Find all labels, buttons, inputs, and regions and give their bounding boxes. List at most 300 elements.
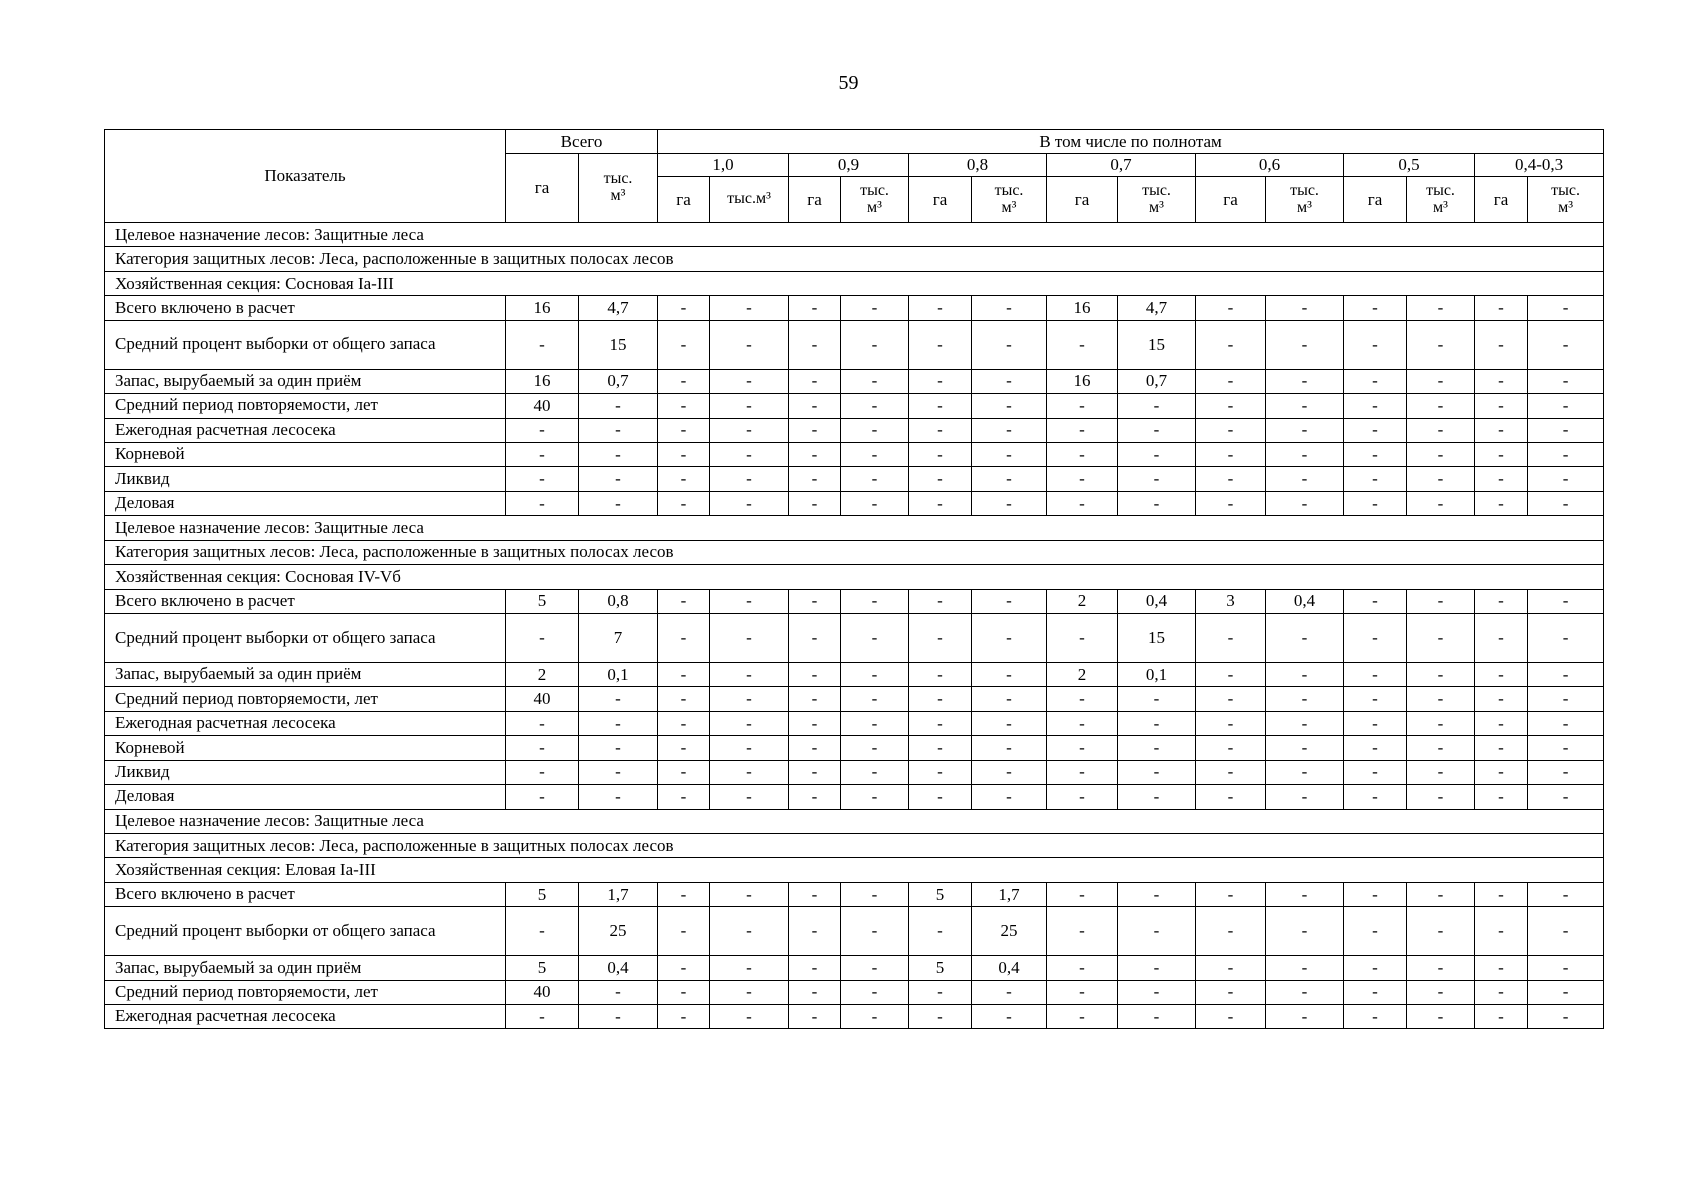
table-cell: - <box>1196 418 1266 442</box>
allowable-cut-table <box>104 129 1604 1029</box>
header-indicator: Показатель <box>105 130 506 223</box>
table-cell: - <box>1344 785 1407 809</box>
table-cell: - <box>1475 467 1528 491</box>
header-ha: га <box>1047 177 1118 223</box>
table-cell: - <box>1344 418 1407 442</box>
table-row <box>105 320 1604 369</box>
table-cell: - <box>506 614 579 663</box>
table-cell: - <box>1266 1005 1344 1029</box>
table-cell: - <box>1196 369 1266 393</box>
table-cell: - <box>1118 711 1196 735</box>
table-cell: - <box>841 614 909 663</box>
table-cell: - <box>579 394 658 418</box>
table-cell: - <box>658 687 710 711</box>
table-cell: - <box>658 394 710 418</box>
table-cell: - <box>789 442 841 466</box>
table-cell: - <box>1475 1005 1528 1029</box>
table-cell: - <box>579 687 658 711</box>
table-cell: - <box>1344 394 1407 418</box>
table-cell: 0,8 <box>579 589 658 613</box>
table-cell: - <box>658 760 710 784</box>
table-cell: - <box>1528 589 1604 613</box>
header-by-density: В том числе по полнотам <box>658 130 1604 154</box>
table-cell: - <box>658 320 710 369</box>
table-cell: - <box>841 907 909 956</box>
table-cell: - <box>909 442 972 466</box>
table-cell: - <box>909 491 972 515</box>
table-cell: - <box>1047 980 1118 1004</box>
table-cell: 0,4 <box>1266 589 1344 613</box>
table-cell: - <box>1047 491 1118 515</box>
table-cell: - <box>1266 711 1344 735</box>
table-cell: - <box>972 980 1047 1004</box>
table-row <box>105 296 1604 320</box>
table-cell: - <box>1407 760 1475 784</box>
table-cell: - <box>1407 956 1475 980</box>
header-volume: тыс. м³ <box>1266 177 1344 223</box>
table-cell: - <box>1266 907 1344 956</box>
table-cell: 2 <box>1047 662 1118 686</box>
table-cell: - <box>1528 687 1604 711</box>
table-cell: - <box>1266 491 1344 515</box>
table-row <box>105 662 1604 686</box>
table-cell: - <box>579 711 658 735</box>
header-ha: га <box>658 177 710 223</box>
row-label: Запас, вырубаемый за один приём <box>105 662 506 686</box>
table-cell: - <box>710 614 789 663</box>
table-cell: - <box>1407 785 1475 809</box>
table-cell: - <box>1407 418 1475 442</box>
table-cell: - <box>710 491 789 515</box>
table-cell: 40 <box>506 687 579 711</box>
table-cell: - <box>841 394 909 418</box>
table-cell: - <box>1528 785 1604 809</box>
table-cell: - <box>789 320 841 369</box>
table-cell: - <box>841 296 909 320</box>
table-cell: - <box>841 760 909 784</box>
row-label: Запас, вырубаемый за один приём <box>105 369 506 393</box>
table-cell: - <box>1475 736 1528 760</box>
table-cell: - <box>1475 662 1528 686</box>
table-cell: - <box>710 320 789 369</box>
table-cell: 4,7 <box>1118 296 1196 320</box>
table-cell: - <box>1344 491 1407 515</box>
table-cell: - <box>841 687 909 711</box>
table-cell: 16 <box>1047 369 1118 393</box>
table-cell: - <box>789 736 841 760</box>
table-cell: - <box>1047 760 1118 784</box>
table-cell: - <box>506 491 579 515</box>
row-label: Средний период повторяемости, лет <box>105 394 506 418</box>
header-volume-inline: тыс.м³ <box>710 177 789 223</box>
table-cell: - <box>841 589 909 613</box>
table-cell: - <box>789 296 841 320</box>
table-cell: - <box>658 785 710 809</box>
table-cell: - <box>841 956 909 980</box>
table-cell: - <box>506 418 579 442</box>
table-cell: - <box>1475 956 1528 980</box>
table-cell: - <box>1344 907 1407 956</box>
table-cell: 7 <box>579 614 658 663</box>
table-cell: - <box>1266 442 1344 466</box>
table-cell: - <box>841 980 909 1004</box>
table-cell: - <box>1528 394 1604 418</box>
table-cell: - <box>1528 882 1604 906</box>
table-cell: - <box>1196 956 1266 980</box>
table-cell: - <box>1118 467 1196 491</box>
table-cell: - <box>710 1005 789 1029</box>
table-cell: - <box>579 736 658 760</box>
table-cell: 1,7 <box>972 882 1047 906</box>
table-cell: - <box>1266 320 1344 369</box>
table-cell: - <box>972 467 1047 491</box>
table-cell: - <box>789 491 841 515</box>
header-density-0-8: 0,8 <box>909 154 1047 177</box>
table-cell: 4,7 <box>579 296 658 320</box>
table-cell: 16 <box>1047 296 1118 320</box>
table-cell: - <box>1528 442 1604 466</box>
table-cell: 15 <box>1118 320 1196 369</box>
table-cell: - <box>909 736 972 760</box>
table-cell: 5 <box>909 882 972 906</box>
table-cell: 5 <box>506 882 579 906</box>
table-cell: 0,1 <box>579 662 658 686</box>
section-label: Хозяйственная секция: Сосновая Ia-III <box>105 271 1604 295</box>
table-cell: - <box>1475 980 1528 1004</box>
section-label: Категория защитных лесов: Леса, расположенные в защитных полосах лесов <box>105 540 1604 564</box>
header-row-1 <box>105 130 1604 154</box>
header-total: Всего <box>506 130 658 154</box>
row-label: Деловая <box>105 785 506 809</box>
table-cell: - <box>579 785 658 809</box>
header-density-0-7: 0,7 <box>1047 154 1196 177</box>
row-label: Корневой <box>105 736 506 760</box>
section-label: Хозяйственная секция: Сосновая IV-Vб <box>105 565 1604 589</box>
table-row <box>105 980 1604 1004</box>
table-cell: - <box>1407 711 1475 735</box>
table-cell: - <box>1196 491 1266 515</box>
table-cell: - <box>841 882 909 906</box>
table-cell: 5 <box>506 589 579 613</box>
table-cell: - <box>1266 418 1344 442</box>
table-cell: - <box>1528 369 1604 393</box>
table-cell: - <box>1344 956 1407 980</box>
table-cell: - <box>1196 614 1266 663</box>
table-cell: - <box>1047 320 1118 369</box>
table-cell: - <box>1528 1005 1604 1029</box>
table-cell: - <box>1047 614 1118 663</box>
table-row <box>105 760 1604 784</box>
table-cell: - <box>841 1005 909 1029</box>
table-cell: - <box>1266 369 1344 393</box>
table-cell: 15 <box>579 320 658 369</box>
table-cell: 5 <box>506 956 579 980</box>
row-label: Всего включено в расчет <box>105 589 506 613</box>
table-cell: - <box>789 418 841 442</box>
table-cell: - <box>789 711 841 735</box>
table-cell: - <box>1528 320 1604 369</box>
table-cell: 1,7 <box>579 882 658 906</box>
table-cell: 0,4 <box>579 956 658 980</box>
table-row <box>105 491 1604 515</box>
table-row <box>105 956 1604 980</box>
table-cell: - <box>1266 882 1344 906</box>
table-cell: - <box>1475 907 1528 956</box>
table-cell: - <box>1344 369 1407 393</box>
table-cell: - <box>1528 491 1604 515</box>
table-cell: - <box>658 711 710 735</box>
table-cell: - <box>1266 980 1344 1004</box>
table-cell: - <box>710 956 789 980</box>
table-cell: - <box>658 418 710 442</box>
table-cell: - <box>1118 1005 1196 1029</box>
table-cell: - <box>1475 296 1528 320</box>
table-cell: - <box>1475 711 1528 735</box>
table-cell: - <box>972 662 1047 686</box>
table-cell: - <box>1407 394 1475 418</box>
table-cell: - <box>1407 442 1475 466</box>
table-cell: - <box>1266 296 1344 320</box>
header-density-0-4-0-3: 0,4-0,3 <box>1475 154 1604 177</box>
header-density-1-0: 1,0 <box>658 154 789 177</box>
table-cell: - <box>1118 394 1196 418</box>
row-label: Всего включено в расчет <box>105 296 506 320</box>
table-cell: - <box>506 442 579 466</box>
header-ha: га <box>1344 177 1407 223</box>
table-cell: - <box>789 907 841 956</box>
table-cell: - <box>1266 760 1344 784</box>
table-cell: - <box>1196 980 1266 1004</box>
table-cell: - <box>909 785 972 809</box>
table-cell: - <box>506 1005 579 1029</box>
table-cell: - <box>710 907 789 956</box>
table-cell: - <box>1266 467 1344 491</box>
table-cell: - <box>579 760 658 784</box>
row-label: Ежегодная расчетная лесосека <box>105 418 506 442</box>
table-cell: - <box>1344 320 1407 369</box>
table-cell: - <box>909 589 972 613</box>
table-cell: - <box>658 589 710 613</box>
table-cell: - <box>658 662 710 686</box>
table-cell: - <box>1475 687 1528 711</box>
header-volume: тыс. м³ <box>972 177 1047 223</box>
table-cell: - <box>1047 882 1118 906</box>
table-cell: - <box>710 369 789 393</box>
table-cell: - <box>1475 614 1528 663</box>
table-cell: - <box>1118 491 1196 515</box>
table-cell: - <box>658 956 710 980</box>
table-cell: - <box>789 394 841 418</box>
table-cell: - <box>1528 907 1604 956</box>
table-cell: - <box>909 394 972 418</box>
table-cell: - <box>1344 662 1407 686</box>
table-cell: - <box>909 662 972 686</box>
table-cell: - <box>1344 711 1407 735</box>
section-row <box>105 223 1604 247</box>
table-cell: 0,1 <box>1118 662 1196 686</box>
table-cell: - <box>1528 614 1604 663</box>
table-cell: - <box>1196 442 1266 466</box>
table-cell: - <box>1407 736 1475 760</box>
table-cell: 16 <box>506 369 579 393</box>
section-row <box>105 247 1604 271</box>
table-cell: - <box>710 467 789 491</box>
table-cell: - <box>841 736 909 760</box>
table-cell: - <box>1475 369 1528 393</box>
table-cell: - <box>579 467 658 491</box>
table-cell: - <box>972 614 1047 663</box>
table-cell: - <box>789 882 841 906</box>
table-cell: - <box>789 589 841 613</box>
table-cell: - <box>909 711 972 735</box>
row-label: Средний период повторяемости, лет <box>105 980 506 1004</box>
table-cell: - <box>1344 442 1407 466</box>
table-cell: - <box>710 736 789 760</box>
table-cell: - <box>909 418 972 442</box>
table-cell: - <box>710 418 789 442</box>
section-row <box>105 833 1604 857</box>
row-label: Средний процент выборки от общего запаса <box>105 614 506 663</box>
page-number: 59 <box>838 72 859 94</box>
table-cell: - <box>506 785 579 809</box>
table-cell: - <box>1475 491 1528 515</box>
table-cell: - <box>1118 980 1196 1004</box>
table-cell: - <box>972 320 1047 369</box>
table-cell: - <box>710 687 789 711</box>
table-cell: - <box>789 662 841 686</box>
table-cell: - <box>972 687 1047 711</box>
table-cell: - <box>1266 394 1344 418</box>
table-cell: - <box>710 711 789 735</box>
table-cell: - <box>841 467 909 491</box>
table-cell: - <box>841 320 909 369</box>
table-cell: - <box>789 760 841 784</box>
table-cell: - <box>1196 662 1266 686</box>
row-label: Деловая <box>105 491 506 515</box>
row-label: Корневой <box>105 442 506 466</box>
table-cell: - <box>1047 442 1118 466</box>
table-cell: - <box>909 467 972 491</box>
table-cell: - <box>658 442 710 466</box>
table-cell: - <box>972 394 1047 418</box>
table-cell: - <box>710 394 789 418</box>
table-cell: - <box>710 980 789 1004</box>
table-cell: - <box>506 760 579 784</box>
table-row <box>105 369 1604 393</box>
header-density-0-6: 0,6 <box>1196 154 1344 177</box>
table-cell: - <box>1196 785 1266 809</box>
table-cell: - <box>1118 442 1196 466</box>
table-cell: - <box>1196 687 1266 711</box>
section-label: Целевое назначение лесов: Защитные леса <box>105 223 1604 247</box>
table-cell: 0,7 <box>579 369 658 393</box>
table-cell: - <box>1528 296 1604 320</box>
table-cell: - <box>1407 907 1475 956</box>
table-cell: - <box>579 418 658 442</box>
table-cell: - <box>1528 760 1604 784</box>
table-cell: - <box>658 467 710 491</box>
header-ha: га <box>1475 177 1528 223</box>
table-cell: - <box>789 687 841 711</box>
header-ha: га <box>789 177 841 223</box>
table-cell: - <box>1196 736 1266 760</box>
table-cell: - <box>1475 882 1528 906</box>
table-cell: - <box>506 467 579 491</box>
table-cell: - <box>710 442 789 466</box>
table-cell: - <box>1196 394 1266 418</box>
table-cell: - <box>1407 1005 1475 1029</box>
table-cell: - <box>841 418 909 442</box>
section-label: Целевое назначение лесов: Защитные леса <box>105 809 1604 833</box>
table-cell: - <box>1407 614 1475 663</box>
row-label: Средний период повторяемости, лет <box>105 687 506 711</box>
table-cell: - <box>841 662 909 686</box>
table-cell: - <box>1266 736 1344 760</box>
table-cell: - <box>841 442 909 466</box>
header-density-0-5: 0,5 <box>1344 154 1475 177</box>
table-cell: - <box>1344 296 1407 320</box>
table-cell: - <box>1196 1005 1266 1029</box>
table-row <box>105 1005 1604 1029</box>
table-cell: - <box>506 907 579 956</box>
table-cell: - <box>1047 418 1118 442</box>
table-cell: 25 <box>972 907 1047 956</box>
header-volume: тыс. м³ <box>1528 177 1604 223</box>
table-cell: - <box>1407 980 1475 1004</box>
table-cell: - <box>1344 589 1407 613</box>
table-cell: - <box>1344 1005 1407 1029</box>
table-cell: - <box>1344 614 1407 663</box>
table-cell: - <box>1196 711 1266 735</box>
table-cell: - <box>1528 467 1604 491</box>
table-row <box>105 711 1604 735</box>
table-cell: - <box>1407 320 1475 369</box>
row-label: Ликвид <box>105 760 506 784</box>
table-cell: - <box>909 320 972 369</box>
section-row <box>105 809 1604 833</box>
table-cell: - <box>841 785 909 809</box>
table-cell: - <box>789 467 841 491</box>
row-label: Запас, вырубаемый за один приём <box>105 956 506 980</box>
section-label: Категория защитных лесов: Леса, расположенные в защитных полосах лесов <box>105 247 1604 271</box>
table-cell: - <box>506 736 579 760</box>
table-cell: - <box>579 491 658 515</box>
table-cell: - <box>1266 785 1344 809</box>
table-cell: 25 <box>579 907 658 956</box>
table-cell: - <box>658 296 710 320</box>
table-cell: - <box>1475 320 1528 369</box>
table-cell: - <box>1118 907 1196 956</box>
section-row <box>105 271 1604 295</box>
table-row <box>105 785 1604 809</box>
table-cell: - <box>1196 760 1266 784</box>
table-cell: - <box>506 711 579 735</box>
table-cell: - <box>1047 467 1118 491</box>
table-cell: - <box>710 882 789 906</box>
table-cell: - <box>972 1005 1047 1029</box>
table-cell: - <box>658 882 710 906</box>
table-cell: - <box>972 491 1047 515</box>
table-row <box>105 882 1604 906</box>
header-volume: тыс. м³ <box>1407 177 1475 223</box>
table-cell: - <box>1047 785 1118 809</box>
table-cell: - <box>972 296 1047 320</box>
section-label: Целевое назначение лесов: Защитные леса <box>105 516 1604 540</box>
table-body <box>105 223 1604 1029</box>
table-cell: - <box>1266 614 1344 663</box>
table-cell: - <box>658 736 710 760</box>
table-row <box>105 442 1604 466</box>
